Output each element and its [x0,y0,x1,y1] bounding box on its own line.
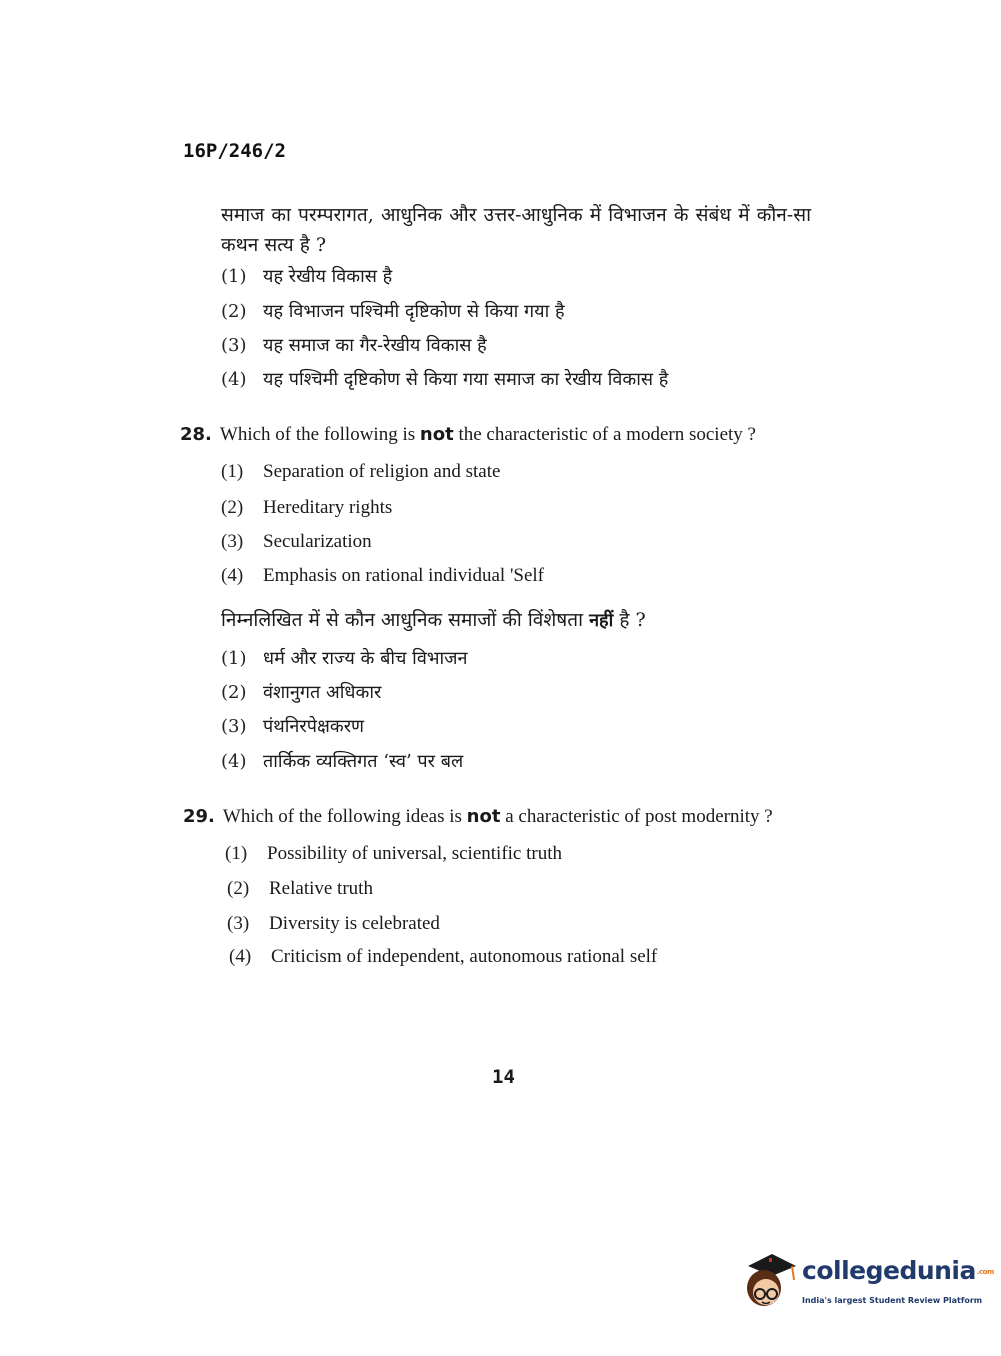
q28-option-4: (4) Emphasis on rational individual 'Self [221,565,544,586]
q28-option-2: (2) Hereditary rights [221,497,393,518]
q28-hindi-option-2: (2) वंशानुगत अधिकार [221,682,382,703]
q28-hindi-question: निम्नलिखित में से कौन आधुनिक समाजों की विंशेषता नहीं है ? [221,609,646,631]
mascot-icon [742,1252,800,1312]
brand-domain: .com [976,1268,994,1276]
q28-hindi-option-4: (4) तार्किक व्यक्तिगत ‘स्व’ पर बल [221,751,464,772]
collegedunia-logo [742,1252,994,1316]
q29-question: 29. Which of the following ideas is not a characteristic of post modernity ? [183,806,773,827]
q27-hindi-question: समाज का परम्परागत, आधुनिक और उत्तर-आधुनिक में विभाजन के संबंध में कौन-सा कथन सत्य है ? [221,204,811,256]
q27-hindi-option-2: (2) यह विभाजन पश्चिमी दृष्टिकोण से किया गया है [221,301,565,322]
brand-tagline: India's largest Student Review Platform [802,1296,983,1305]
paper-code: 16P/246/2 [183,140,286,162]
q28-option-1: (1) Separation of religion and state [221,461,501,482]
q27-hindi-option-3: (3) यह समाज का गैर-रेखीय विकास है [221,335,487,356]
q27-hindi-option-1: (1) यह रेखीय विकास है [221,266,393,287]
q27-hindi-option-4: (4) यह पश्चिमी दृष्टिकोण से किया गया समाज का रेखीय विकास है [221,369,669,390]
q28-hindi-option-3: (3) पंथनिरपेक्षकरण [221,716,365,737]
q29-option-2: (2) Relative truth [227,878,373,899]
q28-option-3: (3) Secularization [221,531,372,552]
q29-option-3: (3) Diversity is celebrated [227,913,440,934]
q29-option-1: (1) Possibility of universal, scientific truth [225,843,562,864]
q28-hindi-option-1: (1) धर्म और राज्य के बीच विभाजन [221,648,468,669]
page-number: 14 [492,1066,515,1088]
brand-name: collegedunia [802,1256,976,1285]
q28-question: 28. Which of the following is not the characteristic of a modern society ? [180,424,756,445]
q29-option-4: (4) Criticism of independent, autonomous rational self [229,946,658,967]
